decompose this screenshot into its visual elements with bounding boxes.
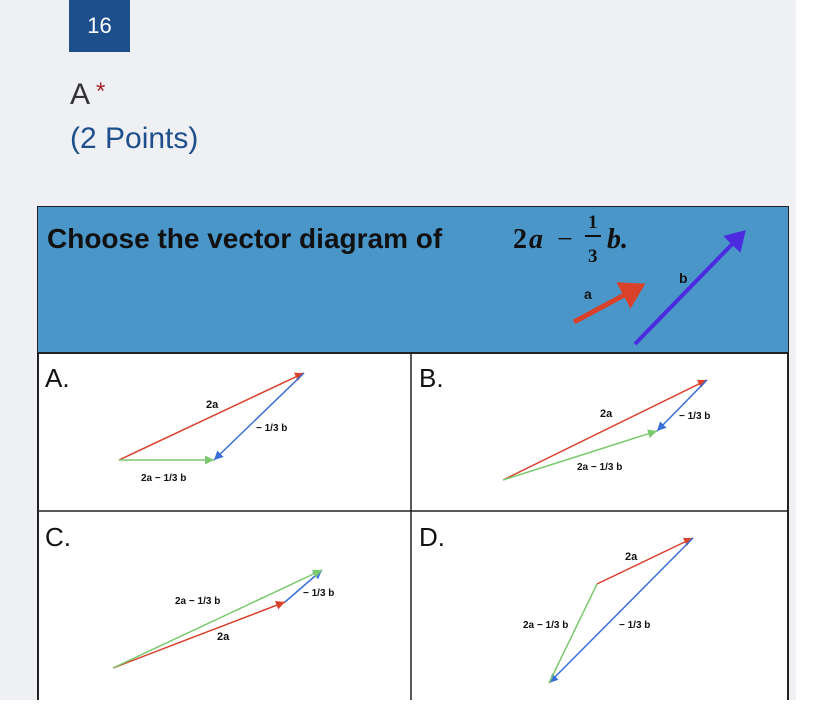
option-a-label-2a: 2a <box>206 399 219 411</box>
required-mark: * <box>96 78 106 105</box>
prompt-numerator: 1 <box>588 212 598 233</box>
vector-a-label: a <box>584 286 592 302</box>
option-d-label-2a: 2a <box>625 551 638 563</box>
question-label: A <box>70 78 91 111</box>
page-bottom <box>0 700 826 720</box>
question-title <box>70 78 105 112</box>
option-a-letter: A. <box>45 363 70 393</box>
prompt-coef: 2 <box>513 224 527 255</box>
prompt-text: Choose the vector diagram of <box>47 223 443 254</box>
option-c-label-2a: 2a <box>217 631 230 643</box>
option-d-label-third-b: − 1/3 b <box>619 620 651 631</box>
option-b-label-result: 2a − 1/3 b <box>577 462 623 473</box>
question-points: (2 Points) <box>70 122 199 155</box>
option-b-letter: B. <box>419 363 444 393</box>
prompt-var-b: b. <box>607 224 628 255</box>
option-c-label-third-b: − 1/3 b <box>303 588 335 599</box>
prompt-denominator: 3 <box>588 246 598 267</box>
prompt-minus: − <box>557 224 573 255</box>
option-d-label-result: 2a − 1/3 b <box>523 620 569 631</box>
vector-b-label: b <box>679 270 688 286</box>
question-image <box>37 206 789 700</box>
option-c-letter: C. <box>45 522 71 552</box>
prompt-var-a: a <box>529 224 543 255</box>
option-a-label-third-b: − 1/3 b <box>256 423 288 434</box>
question-number-badge: 16 <box>69 0 130 52</box>
option-b-label-third-b: − 1/3 b <box>679 411 711 422</box>
option-a-label-result: 2a − 1/3 b <box>141 473 187 484</box>
option-c-label-result: 2a − 1/3 b <box>175 596 221 607</box>
option-b-label-2a: 2a <box>600 408 613 420</box>
option-d-letter: D. <box>419 522 445 552</box>
